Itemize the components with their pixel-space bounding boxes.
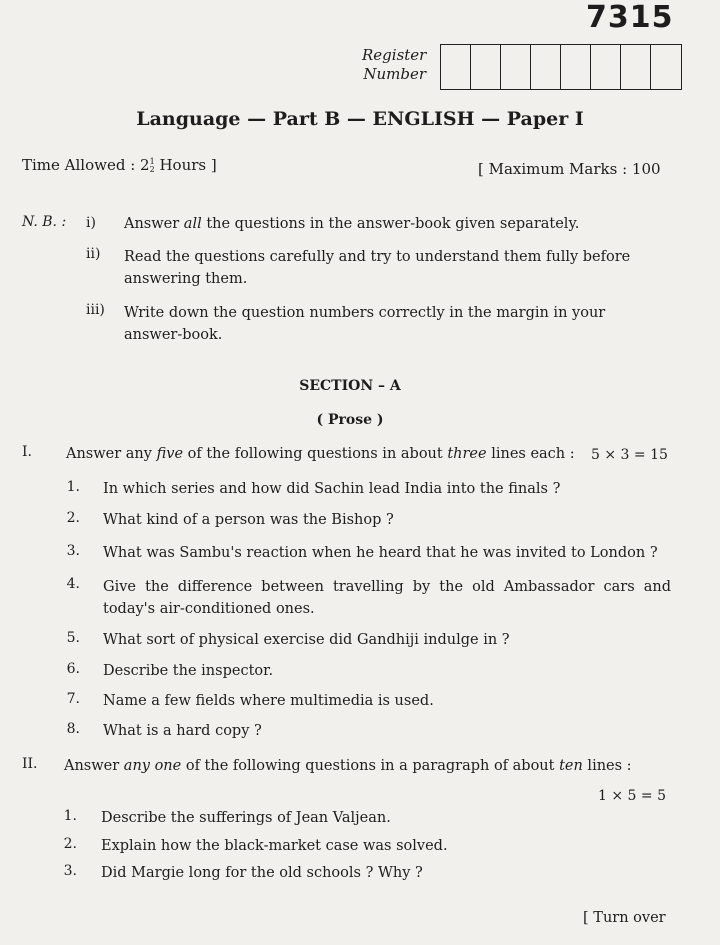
q1-item-7-number: 7. <box>66 691 80 707</box>
q1-item-3-text: What was Sambu's reaction when he heard that he was invited to London ? <box>103 545 658 561</box>
register-label-line1: Register <box>362 46 427 64</box>
q1-text-a: Answer any <box>66 446 157 462</box>
paper-title: Language — Part B — ENGLISH — Paper I <box>136 108 584 130</box>
q2-item-1-text: Describe the sufferings of Jean Valjean. <box>101 810 391 826</box>
q1-emphasis-2: three <box>447 446 487 462</box>
q1-emphasis-1: five <box>156 446 184 462</box>
q1-item-4-line1: Give the difference between travelling by the old Ambassador cars and <box>103 579 671 595</box>
q2-emphasis-1: any one <box>123 758 182 774</box>
q1-item-6-number: 6. <box>66 661 80 677</box>
time-frac-num: 1 <box>149 157 155 166</box>
section-a-subtitle: ( Prose ) <box>316 412 384 428</box>
question-1-marks: 5 × 3 = 15 <box>591 447 668 463</box>
note-1-text-a: Answer <box>124 216 184 232</box>
note-1-text-b: the questions in the answer-book given separately. <box>201 216 580 232</box>
notes-label: N. B. : <box>22 214 67 230</box>
register-number-boxes[interactable] <box>440 44 682 90</box>
q1-item-5-number: 5. <box>66 630 80 646</box>
q1-item-5-text: What sort of physical exercise did Gandhiji indulge in ? <box>103 632 510 648</box>
q2-text-a: Answer <box>64 758 124 774</box>
register-digit-box[interactable] <box>591 45 621 89</box>
question-2-number: II. <box>22 756 38 772</box>
q1-item-4-line2: today's air-conditioned ones. <box>103 601 315 617</box>
register-digit-box[interactable] <box>501 45 531 89</box>
q2-text-b: of the following questions in a paragraph of about <box>181 758 560 774</box>
register-digit-box[interactable] <box>621 45 651 89</box>
q2-item-2-number: 2. <box>63 836 77 852</box>
q1-item-4-number: 4. <box>66 576 80 592</box>
register-number-label <box>362 46 426 84</box>
q1-text-b: of the following questions in about <box>183 446 448 462</box>
q2-item-3-number: 3. <box>63 863 77 879</box>
time-suffix: Hours ] <box>154 156 217 174</box>
register-digit-box[interactable] <box>441 45 471 89</box>
q1-item-1-text: In which series and how did Sachin lead India into the finals ? <box>103 481 561 497</box>
q1-text-c: lines each : <box>486 446 575 462</box>
q1-item-8-text: What is a hard copy ? <box>103 723 262 739</box>
note-2-line2: answering them. <box>124 271 248 287</box>
time-frac-den: 2 <box>149 165 155 174</box>
question-1-instruction <box>66 443 575 465</box>
q1-item-7-text: Name a few fields where multimedia is used. <box>103 693 434 709</box>
q2-text-c: lines : <box>582 758 632 774</box>
question-1-number: I. <box>22 444 32 460</box>
q1-item-2-number: 2. <box>66 510 80 526</box>
register-digit-box[interactable] <box>561 45 591 89</box>
q2-item-1-number: 1. <box>63 808 77 824</box>
time-prefix: Time Allowed : 2 <box>22 156 150 174</box>
q2-item-3-text: Did Margie long for the old schools ? Why ? <box>101 865 423 881</box>
q1-item-3-number: 3. <box>66 543 80 559</box>
question-2-marks: 1 × 5 = 5 <box>598 788 666 804</box>
q2-emphasis-2: ten <box>559 758 583 774</box>
q1-item-6-text: Describe the inspector. <box>103 663 274 679</box>
paper-code: 7315 <box>586 0 674 35</box>
note-1-emphasis: all <box>183 216 202 232</box>
note-3-number: iii) <box>86 302 105 318</box>
register-label-line2: Number <box>363 65 426 83</box>
time-allowed <box>22 156 217 174</box>
note-2-line1: Read the questions carefully and try to understand them fully before <box>124 249 631 265</box>
register-digit-box[interactable] <box>531 45 561 89</box>
register-digit-box[interactable] <box>651 45 681 89</box>
question-2-instruction <box>64 755 632 777</box>
section-a-title: SECTION – A <box>299 378 401 394</box>
q1-item-2-text: What kind of a person was the Bishop ? <box>103 512 394 528</box>
q1-item-1-number: 1. <box>66 479 80 495</box>
turn-over-note: [ Turn over <box>583 910 666 926</box>
q1-item-8-number: 8. <box>66 721 80 737</box>
register-digit-box[interactable] <box>471 45 501 89</box>
note-2-number: ii) <box>86 246 101 262</box>
maximum-marks: [ Maximum Marks : 100 <box>478 160 661 178</box>
note-3-line1: Write down the question numbers correctly in the margin in your <box>124 305 606 321</box>
note-3-line2: answer-book. <box>124 327 223 343</box>
q2-item-2-text: Explain how the black-market case was solved. <box>101 838 448 854</box>
note-1-number: i) <box>86 215 96 231</box>
note-1-text <box>124 213 674 235</box>
